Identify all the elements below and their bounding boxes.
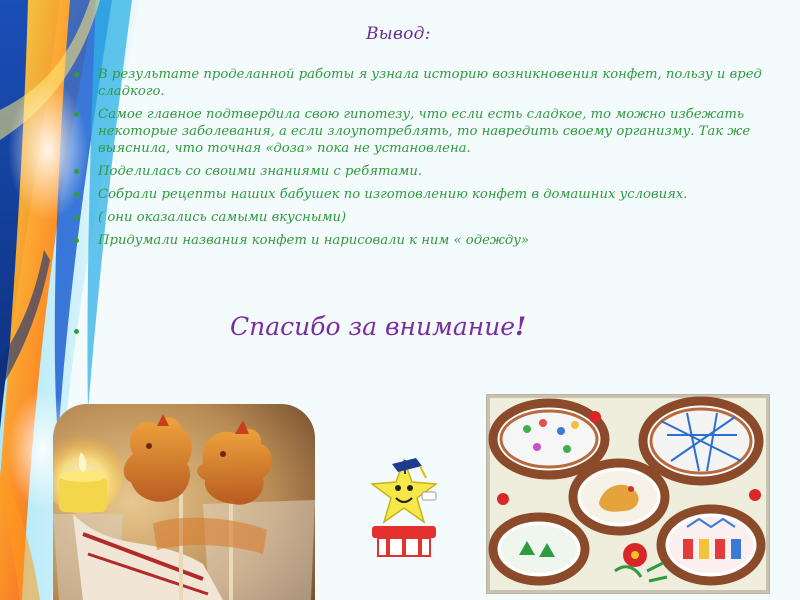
bullet-dot <box>74 215 79 220</box>
bullet-dot <box>74 112 79 117</box>
bullet-dot <box>74 238 79 243</box>
list-item-text: Самое главное подтвердила свою гипотезу, что если есть сладкое, то можно избежать некоторые заболевания, а если злоупотреблять, то навредить своему организму. Так же выяснила, что точная «доза» пока не установлена. <box>98 107 751 156</box>
candy-wrapper-drawings-photo <box>486 394 770 594</box>
thanks-exclamation: ! <box>515 312 527 341</box>
list-item-text: В результате проделанной работы я узнала историю возникновения конфет, пользу и вред сладкого. <box>98 67 762 99</box>
thanks-text <box>230 312 526 341</box>
list-item <box>70 163 770 180</box>
list-item <box>70 66 770 100</box>
list-item <box>70 209 770 226</box>
bullet-dot <box>74 329 79 334</box>
slide-title: Вывод: <box>366 24 431 44</box>
conclusion-list <box>70 66 770 255</box>
list-item <box>70 232 770 249</box>
bullet-dot <box>74 192 79 197</box>
bullet-dot <box>74 72 79 77</box>
list-item <box>70 186 770 203</box>
bullet-dot <box>74 169 79 174</box>
star-graduate-mascot <box>364 452 444 562</box>
list-item-text: Поделилась со своими знаниями с ребятами. <box>98 164 423 179</box>
list-item-text: Собрали рецепты наших бабушек по изготовлению конфет в домашних условиях. <box>98 187 688 202</box>
list-item-text: Придумали названия конфет и нарисовали к ним « одежду» <box>98 233 529 248</box>
lollipop-roosters-photo <box>53 404 315 600</box>
thanks-label: Спасибо за внимание <box>230 312 516 341</box>
list-item <box>70 106 770 157</box>
list-item-text: ( они оказались самыми вкусными) <box>98 210 347 225</box>
thanks-line <box>70 312 570 352</box>
